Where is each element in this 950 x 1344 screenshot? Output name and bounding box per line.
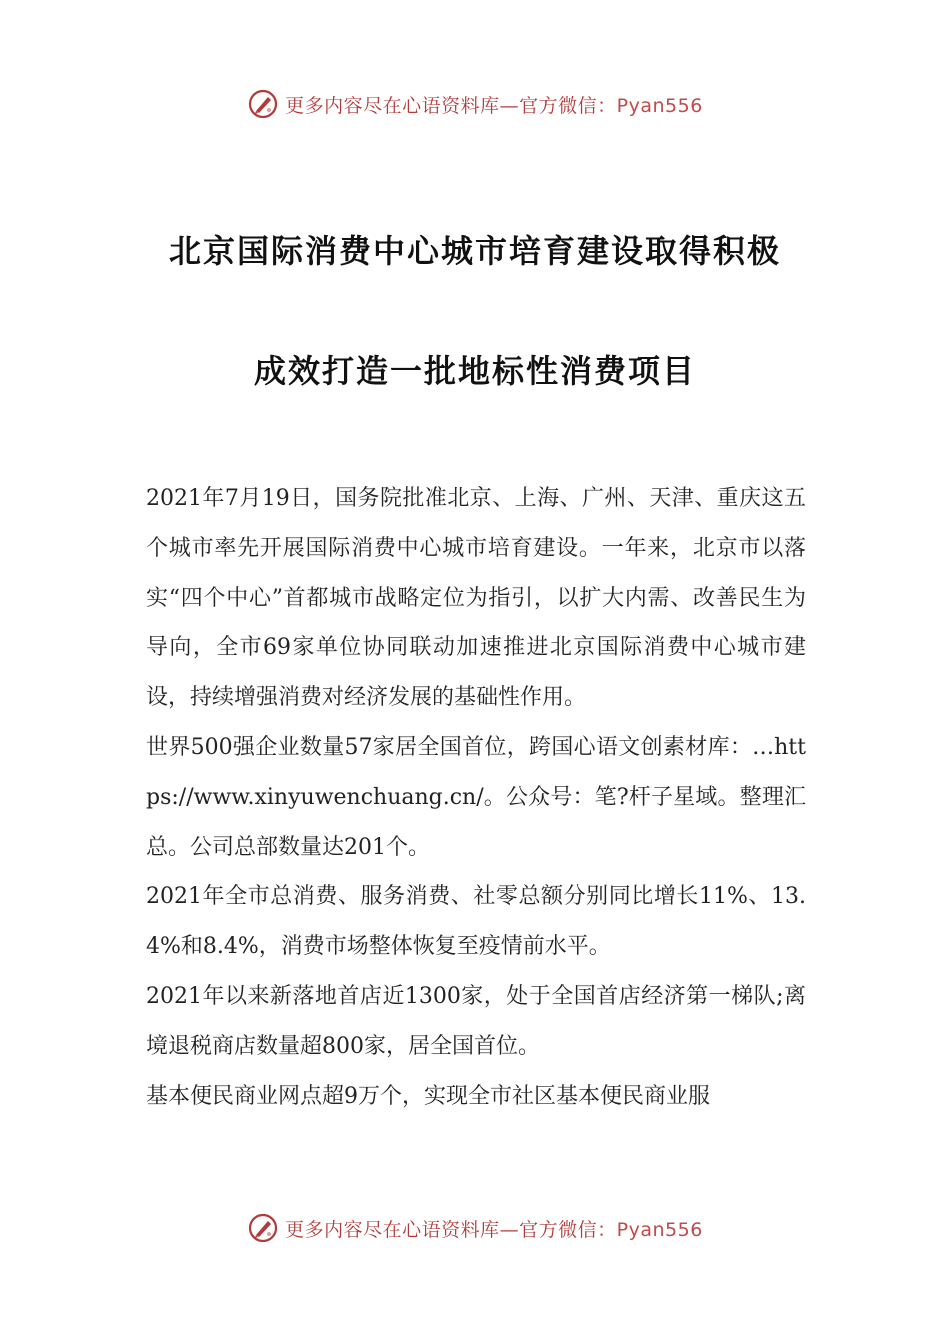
document-title-line-1: 北京国际消费中心城市培育建设取得积极 [168, 232, 781, 270]
pen-logo-icon [247, 88, 279, 120]
body-paragraph-3: 2021年全市总消费、服务消费、社零总额分别同比增长11%、13.4%和8.4%，消费市场整体恢复至疫情前水平。 [146, 884, 806, 960]
body-paragraph-2: 世界500强企业数量57家居全国首位，跨国心语文创素材库：…https://www.xinyuwenchuang.cn/。公众号：笔?杆子星域。整理汇总。公司总部数量达201个。 [146, 734, 806, 860]
watermark-text-en: Pyan556 [616, 1218, 703, 1241]
watermark-text [285, 1215, 703, 1242]
body-paragraph-1: 2021年7月19日，国务院批准北京、上海、广州、天津、重庆这五个城市率先开展国际消费中心城市培育建设。一年来，北京市以落实“四个中心”首都城市战略定位为指引，以扩大内需、改善民生为导向，全市69家单位协同联动加速推进北京国际消费中心城市建设，持续增强消费对经济发展的基础性作用。 [146, 486, 806, 711]
watermark-text [285, 91, 703, 118]
watermark-text-cn: 更多内容尽在心语资料库—官方微信： [285, 94, 617, 117]
watermark-text-en: Pyan556 [616, 94, 703, 117]
document-title-line-2: 成效打造一批地标性消费项目 [253, 352, 696, 390]
document-body [146, 474, 806, 1121]
watermark-text-cn: 更多内容尽在心语资料库—官方微信： [285, 1218, 617, 1241]
pen-logo-icon [247, 1212, 279, 1244]
header-watermark [0, 84, 950, 124]
body-paragraph-4: 2021年以来新落地首店近1300家，处于全国首店经济第一梯队;离境退税商店数量超800家，居全国首位。 [146, 983, 806, 1059]
body-paragraph-5: 基本便民商业网点超9万个，实现全市社区基本便民商业服 [146, 1083, 710, 1109]
footer-watermark [0, 1208, 950, 1248]
